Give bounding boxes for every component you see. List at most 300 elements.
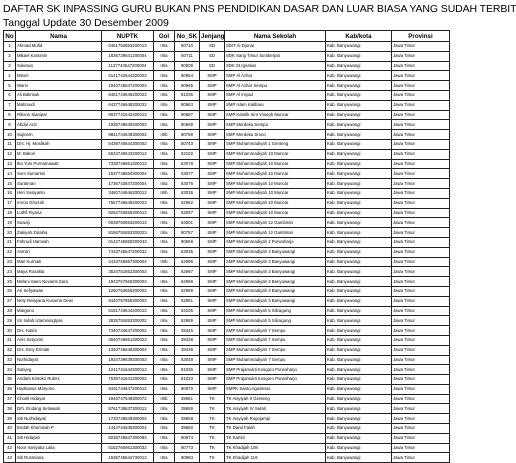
cell-prov: Jawa Timur xyxy=(392,326,450,336)
cell-kab: Kab. Banyuwangi xyxy=(326,286,392,296)
cell-nama: Sutiyeg xyxy=(16,365,102,375)
table-row xyxy=(4,453,450,463)
cell-nuptk: 1444744646300004 xyxy=(102,424,154,434)
cell-jen: SMP xyxy=(200,71,225,81)
cell-gol: III/a xyxy=(154,267,175,277)
cell-kab: Kab. Banyuwangi xyxy=(326,51,392,61)
cell-prov: Jawa Timur xyxy=(392,306,450,316)
cell-no: 27 xyxy=(4,296,16,306)
table-row xyxy=(4,218,450,228)
cell-no: 35 xyxy=(4,375,16,385)
cell-nama: Warsi xyxy=(16,81,102,91)
cell-kab: Kab. Banyuwangi xyxy=(326,188,392,198)
cell-prov: Jawa Timur xyxy=(392,71,450,81)
cell-nuptk: 7638741641300002 xyxy=(102,375,154,385)
cell-kab: Kab. Banyuwangi xyxy=(326,237,392,247)
cell-jen: SMP xyxy=(200,179,225,189)
cell-prov: Jawa Timur xyxy=(392,365,450,375)
cell-no: 9 xyxy=(4,120,16,130)
cell-jen: SMP xyxy=(200,198,225,208)
cell-kab: Kab. Banyuwangi xyxy=(326,71,392,81)
cell-gol: III/a xyxy=(154,443,175,453)
cell-no: 15 xyxy=(4,179,16,189)
cell-no: 20 xyxy=(4,228,16,238)
cell-kab: Kab. Banyuwangi xyxy=(326,218,392,228)
header-no: No xyxy=(5,32,14,40)
cell-nuptk: 1940745647200003 xyxy=(102,81,154,91)
cell-nuptk: 1836739641200004 xyxy=(102,51,154,61)
cell-gol: III/a xyxy=(154,208,175,218)
cell-kab: Kab. Banyuwangi xyxy=(326,247,392,257)
cell-no: 22 xyxy=(4,247,16,257)
cell-nuptk: 7557746648200023 xyxy=(102,198,154,208)
cell-sekolah: SMP Muhammadiyah 5 Siliragung xyxy=(225,306,326,316)
cell-gol: III/a xyxy=(154,365,175,375)
cell-nosk: 62951 xyxy=(175,296,200,306)
cell-nosk: 39439 xyxy=(175,345,200,355)
cell-kab: Kab. Banyuwangi xyxy=(326,139,392,149)
cell-prov: Jawa Timur xyxy=(392,169,450,179)
cell-sekolah: SMP Muhammadiyah 10 Muncar xyxy=(225,149,326,159)
cell-kab: Kab. Banyuwangi xyxy=(326,198,392,208)
cell-kab: Kab. Banyuwangi xyxy=(326,433,392,443)
cell-nama: Siti Hidayati xyxy=(16,433,102,443)
cell-jen: TK xyxy=(200,424,225,434)
cell-kab: Kab. Banyuwangi xyxy=(326,355,392,365)
cell-sekolah: SMP Muhammadiyah 10 Muncar xyxy=(225,208,326,218)
cell-nama: Miseri xyxy=(16,71,102,81)
cell-no: 41 xyxy=(4,433,16,443)
cell-sekolah: SMP Merdeka Srono xyxy=(225,130,326,140)
cell-sekolah: SMP Muhammadiyah 5 Siliragung xyxy=(225,316,326,326)
cell-kab: Kab. Banyuwangi xyxy=(326,130,392,140)
table-row xyxy=(4,257,450,267)
table-row xyxy=(4,139,450,149)
cell-prov: Jawa Timur xyxy=(392,443,450,453)
cell-jen: TK xyxy=(200,433,225,443)
cell-no: 28 xyxy=(4,306,16,316)
cell-gol: III/a xyxy=(154,110,175,120)
table-header-row xyxy=(4,31,450,42)
cell-nama: Zakiyah Zulaiha xyxy=(16,228,102,238)
cell-gol: III/a xyxy=(154,414,175,424)
cell-kab: Kab. Banyuwangi xyxy=(326,267,392,277)
cell-nuptk: 1934739639200003 xyxy=(102,355,154,365)
cell-kab: Kab. Banyuwangi xyxy=(326,414,392,424)
cell-nama: Sum Sumartini xyxy=(16,169,102,179)
cell-jen: SMP xyxy=(200,120,225,130)
table-row xyxy=(4,120,450,130)
cell-nuptk: 2835752653300002 xyxy=(102,316,154,326)
cell-prov: Jawa Timur xyxy=(392,277,450,287)
cell-nuptk: 7340744647200002 xyxy=(102,326,154,336)
cell-nama: Endah Khomisah P xyxy=(16,424,102,434)
cell-no: 4 xyxy=(4,71,16,81)
cell-sekolah: TK Aisyiyah II Genteng xyxy=(225,394,326,404)
cell-nosk: 63035 xyxy=(175,247,200,257)
cell-nosk: 62952 xyxy=(175,198,200,208)
cell-sekolah: SMP Muhammadiyah 3 Banyuwangi xyxy=(225,277,326,287)
cell-prov: Jawa Timur xyxy=(392,424,450,434)
cell-prov: Jawa Timur xyxy=(392,404,450,414)
cell-prov: Jawa Timur xyxy=(392,218,450,228)
cell-jen: SMP xyxy=(200,355,225,365)
cell-sekolah: SMP Muhammadiyah 10 Muncar xyxy=(225,188,326,198)
cell-kab: Kab. Banyuwangi xyxy=(326,61,392,71)
table-row xyxy=(4,71,450,81)
cell-prov: Jawa Timur xyxy=(392,228,450,238)
cell-nama: Anis Setyorini xyxy=(16,335,102,345)
cell-kab: Kab. Banyuwangi xyxy=(326,404,392,414)
cell-jen: SMP xyxy=(200,326,225,336)
cell-gol: III/a xyxy=(154,198,175,208)
cell-no: 34 xyxy=(4,365,16,375)
cell-sekolah: TK Aisyiyah IV Setail xyxy=(225,404,326,414)
cell-no: 37 xyxy=(4,394,16,404)
cell-gol: III/a xyxy=(154,247,175,257)
cell-no: 8 xyxy=(4,110,16,120)
cell-sekolah: SMP Muhammadiyah 3 Banyuwangi xyxy=(225,286,326,296)
cell-jen: TK xyxy=(200,443,225,453)
cell-nosk: 62999 xyxy=(175,286,200,296)
table-row xyxy=(4,100,450,110)
cell-kab: Kab. Banyuwangi xyxy=(326,296,392,306)
cell-nama: Heri Susiyanto xyxy=(16,188,102,198)
cell-nosk: 39438 xyxy=(175,335,200,345)
cell-gol: III/a xyxy=(154,424,175,434)
cell-gol: III/a xyxy=(154,42,175,52)
cell-nama: Siti Nurhidayati xyxy=(16,414,102,424)
cell-nosk: 63048 xyxy=(175,355,200,365)
header-gol: Gol xyxy=(154,31,175,42)
cell-nuptk: 1137743647200004 xyxy=(102,61,154,71)
cell-kab: Kab. Banyuwangi xyxy=(326,424,392,434)
cell-nama: Ari Sefiyawan xyxy=(16,286,102,296)
table-row xyxy=(4,149,450,159)
cell-sekolah: TK Darul Falah xyxy=(225,424,326,434)
cell-nuptk: 6437746648200032 xyxy=(102,100,154,110)
cell-sekolah: SMP Muhammadiyah 7 Sempu xyxy=(225,355,326,365)
cell-sekolah: SMP Muhammadiyah 10 Muncar xyxy=(225,179,326,189)
cell-jen: SMP xyxy=(200,365,225,375)
cell-nuptk: 1537748650300004 xyxy=(102,169,154,179)
table-row xyxy=(4,296,450,306)
cell-nuptk: 6151743644200013 xyxy=(102,306,154,316)
cell-nama: Sukiswo xyxy=(16,61,102,71)
cell-prov: Jawa Timur xyxy=(392,355,450,365)
cell-nuptk: 0142746650200043 xyxy=(102,237,154,247)
sk-inpassing-table xyxy=(3,30,450,463)
table-row xyxy=(4,404,450,414)
cell-nuptk: 1935748649200003 xyxy=(102,120,154,130)
cell-nosk: 80963 xyxy=(175,100,200,110)
table-row xyxy=(4,198,450,208)
cell-nama: Hadrianus Maryono xyxy=(16,384,102,394)
header-nuptk: NUPTK xyxy=(102,31,154,42)
table-row xyxy=(4,159,450,169)
cell-sekolah: SMP Muhammadiyah 10 Muncar xyxy=(225,159,326,169)
cell-nama: Suwaji xyxy=(16,218,102,228)
header-no-sk: No_SK xyxy=(175,31,200,42)
cell-gol: III/a xyxy=(154,159,175,169)
cell-sekolah: SMP Prajamukti Kosgoro Purwoharjo xyxy=(225,375,326,385)
cell-no: 21 xyxy=(4,237,16,247)
cell-jen: SMP xyxy=(200,286,225,296)
cell-no: 18 xyxy=(4,208,16,218)
cell-no: 16 xyxy=(4,188,16,198)
table-row xyxy=(4,247,450,257)
cell-kab: Kab. Banyuwangi xyxy=(326,335,392,345)
table-row xyxy=(4,130,450,140)
cell-nosk: 80870 xyxy=(175,384,200,394)
cell-prov: Jawa Timur xyxy=(392,159,450,169)
cell-gol: III/a xyxy=(154,90,175,100)
table-row xyxy=(4,306,450,316)
cell-kab: Kab. Banyuwangi xyxy=(326,42,392,52)
cell-nuptk: 9262753655300013 xyxy=(102,208,154,218)
cell-nuptk: 5761735637300012 xyxy=(102,404,154,414)
table-row xyxy=(4,267,450,277)
cell-nama: Suratman xyxy=(16,179,102,189)
cell-gol: III/a xyxy=(154,375,175,385)
cell-gol: III/a xyxy=(154,100,175,110)
table-row xyxy=(4,188,450,198)
cell-nosk: 80669 xyxy=(175,120,200,130)
cell-nuptk: 5634740643200012 xyxy=(102,149,154,159)
cell-prov: Jawa Timur xyxy=(392,61,450,71)
cell-nama: Luthfi Fiyana xyxy=(16,208,102,218)
cell-nosk: 63105 xyxy=(175,306,200,316)
cell-jen: SMP xyxy=(200,237,225,247)
cell-jen: TK xyxy=(200,414,225,424)
cell-kab: Kab. Banyuwangi xyxy=(326,110,392,120)
cell-nuptk: 3940749651300023 xyxy=(102,335,154,345)
table-row xyxy=(4,169,450,179)
cell-jen: SMP xyxy=(200,267,225,277)
cell-jen: SMP xyxy=(200,139,225,149)
cell-kab: Kab. Banyuwangi xyxy=(326,208,392,218)
cell-prov: Jawa Timur xyxy=(392,453,450,463)
cell-nosk: 80668 xyxy=(175,237,200,247)
cell-sekolah: SMP Muhammadiyah 2 Purwoharjo xyxy=(225,237,326,247)
table-row xyxy=(4,286,450,296)
cell-prov: Jawa Timur xyxy=(392,384,450,394)
cell-nama: Drs. Emy Ermiati xyxy=(16,345,102,355)
cell-gol: III/a xyxy=(154,296,175,306)
table-row xyxy=(4,42,450,52)
cell-jen: SMP xyxy=(200,100,225,110)
cell-prov: Jawa Timur xyxy=(392,139,450,149)
table-row xyxy=(4,335,450,345)
cell-gol: III/a xyxy=(154,139,175,149)
cell-nama: Fahrudi Hamsah xyxy=(16,237,102,247)
cell-nuptk: 5141742644200003 xyxy=(102,71,154,81)
cell-jen: SMP xyxy=(200,159,225,169)
cell-nuptk: 1340746648300004 xyxy=(102,345,154,355)
cell-nama: Mari Kurniati xyxy=(16,257,102,267)
cell-nuptk: 5038745647300093 xyxy=(102,433,154,443)
cell-nama: Sri Indah Utaminingtyas xyxy=(16,316,102,326)
cell-sekolah: SMP Muhammadiyah 12 Gambiran xyxy=(225,228,326,238)
table-body xyxy=(4,42,450,463)
cell-nuptk: 1945747649300072 xyxy=(102,394,154,404)
cell-jen: SMP xyxy=(200,81,225,91)
cell-no: 26 xyxy=(4,286,16,296)
cell-nuptk: 8037741642200013 xyxy=(102,110,154,120)
table-row xyxy=(4,208,450,218)
cell-nosk: 50710 xyxy=(175,42,200,52)
cell-nama: Noor Ismiyatul Laila xyxy=(16,443,102,453)
cell-sekolah: SMP Muhammadiyah 3 Banyuwangi xyxy=(225,296,326,306)
cell-jen: TK xyxy=(200,394,225,404)
cell-sekolah: SMPK Santo Agustinus xyxy=(225,384,326,394)
cell-gol: III/a xyxy=(154,149,175,159)
cell-nosk: 63102 xyxy=(175,149,200,159)
cell-nosk: 80674 xyxy=(175,433,200,443)
cell-nosk: 63078 xyxy=(175,159,200,169)
cell-jen: SMP xyxy=(200,247,225,257)
cell-nuptk: 9841744649300002 xyxy=(102,130,154,140)
cell-nama: Nety Relayana Kusuma Dewi xyxy=(16,296,102,306)
table-row xyxy=(4,316,450,326)
cell-sekolah: SMP Merdeka Sempu xyxy=(225,120,326,130)
cell-sekolah: TK Aisyiyah Rogojampi xyxy=(225,414,326,424)
cell-prov: Jawa Timur xyxy=(392,198,450,208)
cell-jen: SMP xyxy=(200,316,225,326)
cell-jen: SMP xyxy=(200,130,225,140)
cell-nama: Maya Rosalita xyxy=(16,267,102,277)
table-row xyxy=(4,61,450,71)
cell-jen: SMP xyxy=(200,149,225,159)
cell-kab: Kab. Banyuwangi xyxy=(326,120,392,130)
table-row xyxy=(4,90,450,100)
cell-nuptk: 7338749651300013 xyxy=(102,159,154,169)
table-row xyxy=(4,237,450,247)
cell-nama: Drh. Endang Setiawati xyxy=(16,404,102,414)
cell-no: 30 xyxy=(4,326,16,336)
cell-nama: Mahmudi xyxy=(16,100,102,110)
cell-gol: III/a xyxy=(154,71,175,81)
cell-kab: Kab. Banyuwangi xyxy=(326,326,392,336)
cell-nuptk: 5152760661300032 xyxy=(102,443,154,453)
cell-gol: III/a xyxy=(154,326,175,336)
cell-nosk: 81036 xyxy=(175,365,200,375)
cell-nuptk: 1943757660300003 xyxy=(102,277,154,287)
cell-gol: III/a xyxy=(154,228,175,238)
cell-prov: Jawa Timur xyxy=(392,247,450,257)
cell-nuptk: 8156752653300023 xyxy=(102,228,154,238)
cell-nama: Ali Bakrisuk xyxy=(16,90,102,100)
cell-kab: Kab. Banyuwangi xyxy=(326,277,392,287)
cell-no: 10 xyxy=(4,130,16,140)
table-row xyxy=(4,179,450,189)
cell-no: 6 xyxy=(4,90,16,100)
cell-prov: Jawa Timur xyxy=(392,130,450,140)
cell-nosk: 63001 xyxy=(175,218,200,228)
table-row xyxy=(4,277,450,287)
cell-no: 29 xyxy=(4,316,16,326)
cell-gol: III/a xyxy=(154,286,175,296)
header-jenjang: Jenjang xyxy=(201,32,225,40)
cell-sekolah: SDK St Ignatius xyxy=(225,61,326,71)
cell-gol: III/a xyxy=(154,316,175,326)
cell-no: 23 xyxy=(4,257,16,267)
cell-sekolah: SMP Muhammadiyah 7 Sempu xyxy=(225,345,326,355)
cell-prov: Jawa Timur xyxy=(392,433,450,443)
cell-nosk: 80758 xyxy=(175,130,200,140)
cell-prov: Jawa Timur xyxy=(392,345,450,355)
cell-nosk: 63036 xyxy=(175,188,200,198)
cell-gol: III/a xyxy=(154,355,175,365)
cell-nuptk: 1536745644730013 xyxy=(102,453,154,463)
cell-gol: III/b xyxy=(154,257,175,267)
cell-kab: Kab. Banyuwangi xyxy=(326,100,392,110)
cell-sekolah: SMP Muhammadiyah 7 Sempu xyxy=(225,326,326,336)
cell-nuptk: 3534751652300003 xyxy=(102,267,154,277)
cell-gol: III/a xyxy=(154,61,175,71)
cell-jen: SD xyxy=(200,61,225,71)
cell-nama: Drs. Hj. Muslikah xyxy=(16,139,102,149)
cell-no: 2 xyxy=(4,51,16,61)
cell-nosk: 80964 xyxy=(175,71,200,81)
cell-jen: TK xyxy=(200,453,225,463)
table-row xyxy=(4,51,450,61)
cell-gol: III/a xyxy=(154,345,175,355)
cell-no: 40 xyxy=(4,424,16,434)
cell-sekolah: SMP Muhammadiyah 12 Gambiran xyxy=(225,218,326,228)
cell-nama: Andarti Kintoko Rukmi xyxy=(16,375,102,385)
cell-no: 19 xyxy=(4,218,16,228)
cell-nosk: 80773 xyxy=(175,443,200,453)
cell-prov: Jawa Timur xyxy=(392,316,450,326)
cell-gol: III/a xyxy=(154,335,175,345)
cell-kab: Kab. Banyuwangi xyxy=(326,257,392,267)
cell-nama: Melani Saen Novianti Sara xyxy=(16,277,102,287)
cell-jen: SMP xyxy=(200,375,225,385)
cell-nosk: 62996 xyxy=(175,257,200,267)
cell-prov: Jawa Timur xyxy=(392,208,450,218)
cell-nama: Sujinem xyxy=(16,130,102,140)
cell-sekolah: SMP Muhammadiyah 10 Muncar xyxy=(225,169,326,179)
cell-kab: Kab. Banyuwangi xyxy=(326,345,392,355)
cell-gol: III/a xyxy=(154,237,175,247)
cell-gol: III/b xyxy=(154,394,175,404)
cell-prov: Jawa Timur xyxy=(392,100,450,110)
cell-nosk: 80509 xyxy=(175,61,200,71)
cell-kab: Kab. Banyuwangi xyxy=(326,443,392,453)
table-row xyxy=(4,110,450,120)
cell-no: 11 xyxy=(4,139,16,149)
cell-sekolah: SMP Al Irsyad xyxy=(225,90,326,100)
cell-nosk: 81035 xyxy=(175,90,200,100)
cell-kab: Kab. Banyuwangi xyxy=(326,81,392,91)
cell-jen: SMP xyxy=(200,277,225,287)
cell-no: 24 xyxy=(4,267,16,277)
cell-gol: III/a xyxy=(154,384,175,394)
cell-nosk: 81033 xyxy=(175,375,200,385)
table-row xyxy=(4,81,450,91)
cell-prov: Jawa Timur xyxy=(392,267,450,277)
cell-sekolah: SMP Muhammadiyah 1 Genteng xyxy=(225,139,326,149)
cell-nama: Ika Yuni Purnamawati xyxy=(16,159,102,169)
cell-sekolah: SMP Muhammadiyah 3 Banyuwangi xyxy=(225,257,326,267)
cell-nama: Rikson Sianipar xyxy=(16,110,102,120)
cell-jen: SMP xyxy=(200,188,225,198)
cell-prov: Jawa Timur xyxy=(392,375,450,385)
cell-kab: Kab. Banyuwangi xyxy=(326,149,392,159)
cell-kab: Kab. Banyuwangi xyxy=(326,453,392,463)
cell-nuptk: 5439740644300002 xyxy=(102,139,154,149)
